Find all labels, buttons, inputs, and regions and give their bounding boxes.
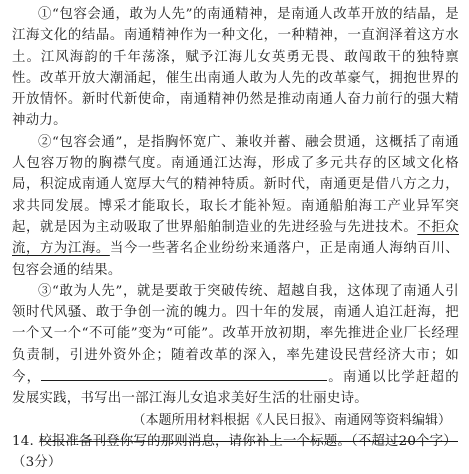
fill-in-blank-part-2 [91, 366, 327, 381]
paragraph-1 [12, 4, 459, 132]
paragraph-2-text-end: 当今一些著名企业纷纷来通落户，正是南通人海纳百川、包容会通的结果。 [12, 241, 459, 278]
paragraph-3-text-start: ③“敢为人先”，就是要敢于突破传统、超越自我，这体现了南通人引领时代风骚、敢于争创一流的魄力。四十年的发展，南通人追江赶海，把一个又一个“不可能”变为“可能”。改革开放初期，率先推进企业厂长经理负责制，引进外资外企；随着改革的深入，率先建设民营经济大市；如今， [12, 283, 459, 386]
paragraph-1-text: ①“包容会通，敢为人先”的南通精神，是南通人改革开放的结晶，是江海文化的结晶。南通精神作为一种文化，一种精神，一直润泽着这方水土。江风海韵的千年荡涤，赋予江海儿女英勇无畏、敢闯敢干的独特禀性。改革开放大潮涌起，催生出南通人敢为人先的改革豪气，拥抱世界的开放情怀。新时代新使命，南通精神仍然是推动南通人奋力前行的强大精神动力。 [12, 7, 459, 129]
paragraph-3 [12, 281, 459, 410]
source-note [12, 410, 459, 431]
source-note-text: （本题所用材料根据《人民日报》、南通网等资料编辑） [132, 412, 451, 428]
question-14 [12, 431, 459, 474]
paragraph-3-text-end: 。南通以比学赶超的发展实践，书写出一部江海儿女追求美好生活的壮丽史诗。 [12, 370, 459, 407]
paragraph-2-underlined-sentence: 不拒众流，方为江海。 [12, 219, 459, 257]
answer-line[interactable] [40, 441, 458, 442]
fill-in-blank-part-1 [41, 366, 91, 381]
paragraph-2 [12, 132, 459, 281]
paragraph-2-text-start: ②“包容会通”，是指胸怀宽广、兼收并蓄、融会贯通，这概括了南通人包容万物的胸襟气度。南通通江达海，形成了多元共存的区域文化格局，积淀成南通人宽厚大气的精神特质。新时代，南通更是借八方之力，求共同发展。博采才能取长，取长才能补短。南通船舶海工产业异军突起，就是因为主动吸取了世界船舶制造业的先进经验与先进技术。 [12, 134, 459, 235]
question-14-text: 14. 校报准备刊登你写的那则消息，请你补上一个标题。（不超过20个字）（3分） [12, 433, 457, 471]
